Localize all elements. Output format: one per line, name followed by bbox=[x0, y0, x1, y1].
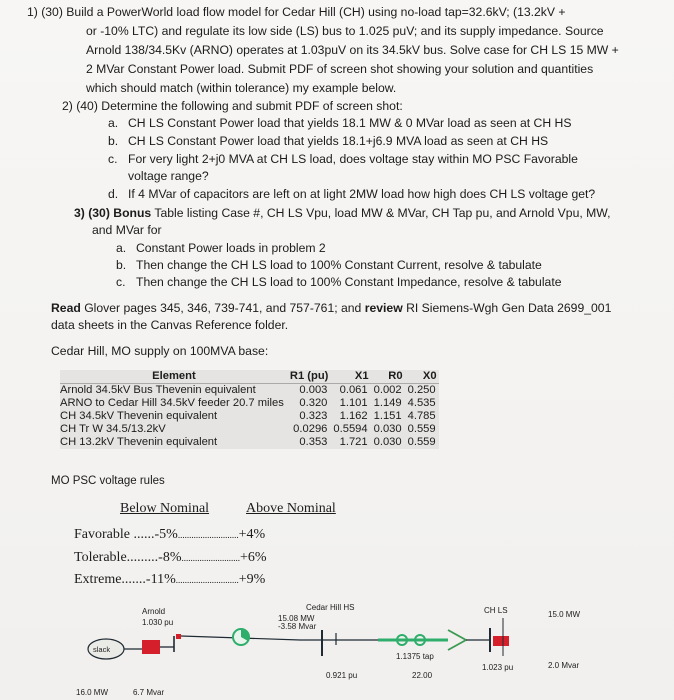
cell-x0: 4.535 bbox=[407, 397, 436, 409]
p2-item-a-label: a. bbox=[108, 116, 119, 130]
cell-x1: 0.061 bbox=[339, 384, 368, 396]
p1-line-3: Arnold 138/34.5Kv (ARNO) operates at 1.03puV on its 34.5kV bus. Solve case for CH LS 15 MW + bbox=[86, 43, 619, 57]
cell-x0: 0.559 bbox=[407, 423, 436, 435]
col-x1: X1 bbox=[354, 370, 369, 382]
p3-item-b-label: b. bbox=[116, 258, 127, 272]
p3-item-c-text: Then change the CH LS load to 100% Constant Impedance, resolve & tabulate bbox=[136, 275, 562, 289]
rule-favorable-dots: ........................... bbox=[177, 530, 239, 540]
p3-prefix: 3) (30) bbox=[74, 206, 110, 220]
cell-r0: 0.030 bbox=[373, 436, 402, 448]
flow-mvar: -3.58 Mvar bbox=[278, 622, 317, 631]
ch-ls-bus-box bbox=[493, 636, 509, 646]
cell-element: Arnold 34.5kV Bus Thevenin equivalent bbox=[60, 384, 256, 396]
cell-x1: 1.162 bbox=[339, 410, 368, 422]
cell-element: ARNO to Cedar Hill 34.5kV feeder 20.7 miles bbox=[60, 397, 284, 409]
p1-line-2: or -10% LTC) and regulate its low side (LS) bus to 1.025 puV; and its supply impedance. Source bbox=[86, 24, 604, 38]
p3-rest: Table listing Case #, CH LS Vpu, load MW & MVar, CH Tap pu, and Arnold Vpu, MW, bbox=[151, 206, 611, 220]
arnold-pu: 1.030 pu bbox=[142, 618, 174, 627]
ch-ls-label: CH LS bbox=[484, 606, 508, 615]
below-nominal-header: Below Nominal bbox=[120, 501, 210, 516]
cell-r0: 0.030 bbox=[373, 423, 402, 435]
rule-tolerable-below: Tolerable.........-8% bbox=[74, 550, 182, 565]
cell-element: CH 34.5kV Thevenin equivalent bbox=[60, 410, 218, 422]
rule-extreme-below: Extreme.......-11% bbox=[74, 572, 176, 587]
p3-item-c-label: c. bbox=[116, 275, 126, 289]
cell-x0: 0.250 bbox=[407, 384, 436, 396]
p2-item-c-label: c. bbox=[108, 152, 118, 166]
rule-extreme-dots: ............................ bbox=[175, 575, 239, 585]
flow-arrow bbox=[448, 630, 466, 650]
rule-favorable-above: +4% bbox=[238, 527, 266, 542]
reading-line-2: data sheets in the Canvas Reference folder. bbox=[51, 318, 289, 332]
arnold-label: Arnold bbox=[142, 607, 166, 616]
cell-element: CH 13.2kV Thevenin equivalent bbox=[60, 436, 218, 448]
read-bold: Read bbox=[51, 301, 81, 315]
cedar-hs-label: Cedar Hill HS bbox=[306, 603, 355, 612]
p1-line-5: which should match (within tolerance) my example below. bbox=[86, 81, 397, 95]
col-element: Element bbox=[152, 370, 196, 382]
arnold-breaker-box bbox=[176, 634, 181, 639]
p2-item-c-cont: voltage range? bbox=[128, 169, 209, 183]
gen-mvar: 6.7 Mvar bbox=[133, 688, 165, 697]
p1-line-1: 1) (30) Build a PowerWorld load flow model for Cedar Hill (CH) using no-load tap=32.6kV; (13.2kV + bbox=[27, 5, 566, 19]
cell-x1: 1.101 bbox=[339, 397, 368, 409]
cell-r1: 0.003 bbox=[299, 384, 328, 396]
col-r0: R0 bbox=[388, 370, 403, 382]
p2-item-d-text: If 4 MVar of capacitors are left on at light 2MW load how high does CH LS voltage get? bbox=[128, 187, 596, 201]
cell-r1: 0.353 bbox=[299, 436, 328, 448]
load-mvar: 2.0 Mvar bbox=[548, 661, 580, 670]
slack-label: slack bbox=[93, 645, 111, 654]
cell-r0: 0.002 bbox=[373, 384, 402, 396]
review-text: RI Siemens-Wgh Gen Data 2699_001 bbox=[402, 301, 612, 315]
cell-x1: 0.5594 bbox=[333, 423, 368, 435]
p3-line-2: and MVar for bbox=[92, 223, 162, 237]
arnold-bus bbox=[142, 640, 160, 654]
tap-text: 1.1375 tap bbox=[396, 652, 434, 661]
p2-item-c-text: For very light 2+j0 MVA at CH LS load, does voltage stay within MO PSC Favorable bbox=[128, 152, 578, 166]
cell-r0: 1.151 bbox=[373, 410, 402, 422]
ls-pu: 1.023 pu bbox=[482, 663, 514, 672]
rule-tolerable-dots: .......................... bbox=[181, 553, 240, 563]
p3-item-a-text: Constant Power loads in problem 2 bbox=[136, 241, 326, 255]
cell-r1: 0.323 bbox=[299, 410, 328, 422]
gen-mw: 16.0 MW bbox=[76, 688, 109, 697]
cell-r1: 0.0296 bbox=[293, 423, 328, 435]
col-x0: X0 bbox=[422, 370, 437, 382]
p1-line-4: 2 MVar Constant Power load. Submit PDF of screen shot showing your solution and quantities bbox=[86, 62, 594, 76]
p2-item-b-text: CH LS Constant Power load that yields 18.1+j6.9 MVA load as seen at CH HS bbox=[128, 134, 549, 148]
rule-extreme-above: +9% bbox=[238, 572, 266, 587]
cell-r1: 0.320 bbox=[299, 397, 328, 409]
hs-pu: 0.921 pu bbox=[326, 671, 358, 680]
p2-item-a-text: CH LS Constant Power load that yields 18.1 MW & 0 MVar load as seen at CH HS bbox=[128, 116, 572, 130]
p3-item-b-text: Then change the CH LS load to 100% Constant Current, resolve & tabulate bbox=[136, 258, 542, 272]
tap-kv: 22.00 bbox=[412, 671, 433, 680]
p2-item-b-label: b. bbox=[108, 134, 119, 148]
p2-header: 2) (40) Determine the following and submit PDF of screen shot: bbox=[62, 99, 403, 113]
cell-x1: 1.721 bbox=[339, 436, 368, 448]
cell-r0: 1.149 bbox=[373, 397, 402, 409]
p3-item-a-label: a. bbox=[116, 241, 127, 255]
cell-element: CH Tr W 34.5/13.2kV bbox=[60, 423, 166, 435]
review-bold: review bbox=[364, 301, 403, 315]
flow-mw: 15.08 MW bbox=[278, 614, 315, 623]
p3-bonus: Bonus bbox=[113, 206, 152, 220]
cell-x0: 0.559 bbox=[407, 436, 436, 448]
load-mw: 15.0 MW bbox=[548, 610, 581, 619]
cell-x0: 4.785 bbox=[407, 410, 436, 422]
rule-favorable-below: Favorable ......-5% bbox=[74, 527, 178, 542]
supply-heading: Cedar Hill, MO supply on 100MVA base: bbox=[51, 344, 269, 358]
above-nominal-header: Above Nominal bbox=[246, 501, 336, 516]
rule-tolerable-above: +6% bbox=[239, 550, 267, 565]
read-text: Glover pages 345, 346, 739-741, and 757-761; and bbox=[80, 301, 362, 315]
mo-psc-heading: MO PSC voltage rules bbox=[51, 475, 165, 487]
col-r1: R1 (pu) bbox=[289, 370, 329, 382]
p2-item-d-label: d. bbox=[108, 187, 119, 201]
